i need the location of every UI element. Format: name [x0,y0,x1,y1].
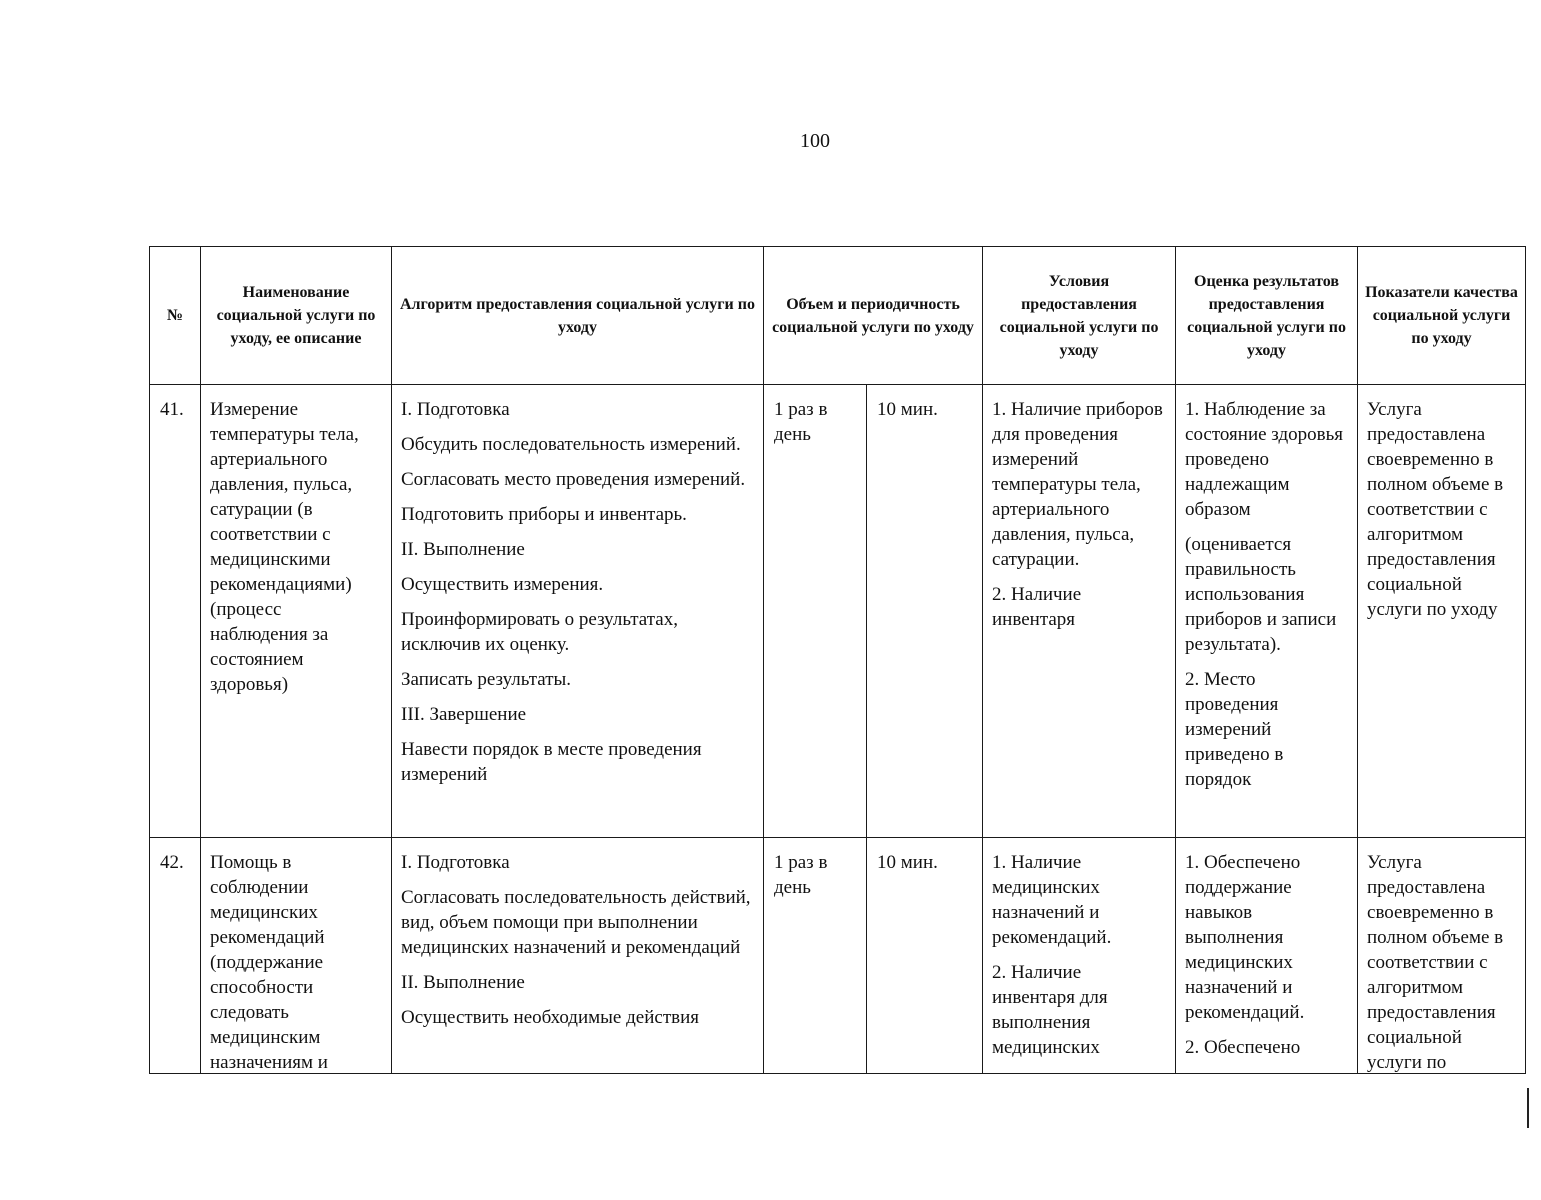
algorithm-step: Согласовать последовательность действий, вид, объем помощи при выполнении медицинских назначений и рекомендаций [401,887,751,958]
services-table [149,246,1526,1074]
scan-edge-mark [1527,1088,1529,1128]
duration: 10 мин. [877,852,938,873]
frequency-cell [764,838,867,1074]
service-name: Измерение температуры тела, артериального давления, пульса, сатурации (в соответствии с медицинскими рекомендациями) (процесс наблюдения за состоянием здоровья) [210,399,359,695]
quality: Услуга предоставлена своевременно в полном объеме в соответствии с алгоритмом предоставления социальной услуги по уходу [1367,399,1504,620]
header-evaluation: Оценка результатов предоставления социальной услуги по уходу [1176,247,1358,385]
algorithm-cell [392,385,764,838]
frequency: 1 раз в день [774,399,828,445]
frequency: 1 раз в день [774,852,828,898]
header-volume: Объем и периодичность социальной услуги по уходу [764,247,983,385]
row-number: 41. [160,399,184,420]
quality-cell [1358,385,1526,838]
service-name-cell [201,385,392,838]
evaluation-cell [1176,838,1358,1074]
evaluation-item: (оценивается правильность использования приборов и записи результата). [1185,534,1337,655]
condition-item: 1. Наличие приборов для проведения измерений температуры тела, артериального давления, пульса, сатурации. [992,399,1163,570]
algorithm-step: Обсудить последовательность измерений. [401,434,741,455]
quality-cell [1358,838,1526,1074]
algorithm-step: III. Завершение [401,704,527,725]
header-algorithm: Алгоритм предоставления социальной услуги по уходу [392,247,764,385]
condition-item: 2. Наличие инвентаря для выполнения медицинских [992,962,1108,1058]
algorithm-step: Навести порядок в месте проведения измерений [401,739,702,785]
algorithm-step: Записать результаты. [401,669,572,690]
quality: Услуга предоставлена своевременно в полном объеме в соответствии с алгоритмом предоставления социальной услуги по [1367,852,1504,1073]
condition-item: 1. Наличие медицинских назначений и рекомендаций. [992,852,1112,948]
duration-cell [867,385,983,838]
service-name: Помощь в соблюдении медицинских рекомендаций (поддержание способности следовать медицинским назначениям и [210,852,328,1073]
duration-cell [867,838,983,1074]
algorithm-step: II. Выполнение [401,972,525,993]
conditions-cell [983,838,1176,1074]
header-name: Наименование социальной услуги по уходу, ее описание [201,247,392,385]
header-conditions: Условия предоставления социальной услуги по уходу [983,247,1176,385]
algorithm-step: II. Выполнение [401,539,525,560]
algorithm-step: Подготовить приборы и инвентарь. [401,504,687,525]
duration: 10 мин. [877,399,938,420]
header-num: № [150,247,201,385]
evaluation-item: 1. Наблюдение за состояние здоровья проведено надлежащим образом [1185,399,1344,520]
service-name-cell [201,838,392,1074]
algorithm-step: Осуществить необходимые действия [401,1007,699,1028]
evaluation-item: 2. Обеспечено [1185,1037,1301,1058]
evaluation-cell [1176,385,1358,838]
conditions-cell [983,385,1176,838]
evaluation-item: 1. Обеспечено поддержание навыков выполнения медицинских назначений и рекомендаций. [1185,852,1305,1023]
algorithm-cell [392,838,764,1074]
algorithm-step: Проинформировать о результатах, исключив их оценку. [401,609,678,655]
header-quality: Показатели качества социальной услуги по уходу [1358,247,1526,385]
table-header-row [150,247,1526,385]
table-row [150,385,1526,838]
evaluation-item: 2. Место проведения измерений приведено в порядок [1185,669,1284,790]
row-number-cell [150,838,201,1074]
page-number: 100 [800,130,830,152]
frequency-cell [764,385,867,838]
row-number: 42. [160,852,184,873]
table-row [150,838,1526,1074]
algorithm-step: Осуществить измерения. [401,574,604,595]
algorithm-step: Согласовать место проведения измерений. [401,469,746,490]
row-number-cell [150,385,201,838]
algorithm-step: I. Подготовка [401,852,510,873]
condition-item: 2. Наличие инвентаря [992,584,1082,630]
algorithm-step: I. Подготовка [401,399,510,420]
